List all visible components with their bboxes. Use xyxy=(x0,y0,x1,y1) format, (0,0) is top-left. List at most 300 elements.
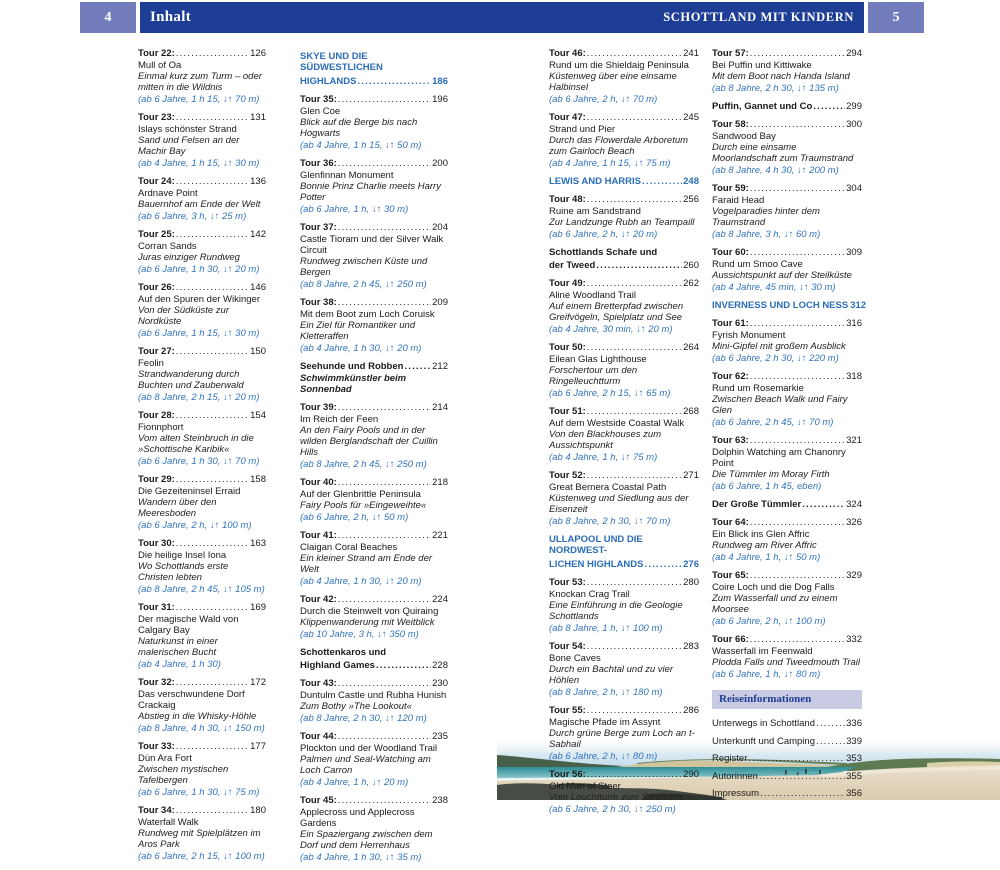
tour xyxy=(138,48,266,59)
tour-description: Durch grüne Berge zum Loch an t-Sabhail xyxy=(549,728,695,750)
tour xyxy=(712,318,862,329)
tour-label: Tour 50: xyxy=(549,342,586,353)
tour xyxy=(138,229,266,240)
tour-page: 131 xyxy=(250,112,266,123)
tour xyxy=(138,538,266,549)
subsection-heading xyxy=(712,101,862,112)
tour-page: 209 xyxy=(432,297,448,308)
contents-title: Inhalt xyxy=(150,9,191,25)
tour-label: Tour 40: xyxy=(300,477,337,488)
dotted-leader xyxy=(338,158,431,169)
section-heading xyxy=(300,51,448,87)
tour-title: Eilean Glas Lighthouse xyxy=(549,354,647,365)
tour-label: Tour 29: xyxy=(138,474,175,485)
dotted-leader xyxy=(338,795,431,806)
tour-title: Knockan Crag Trail xyxy=(549,589,630,600)
tour-label: Tour 44: xyxy=(300,731,337,742)
tour xyxy=(138,677,266,688)
tour-entry xyxy=(300,530,448,587)
dotted-leader xyxy=(816,736,845,747)
toc-line xyxy=(712,771,862,782)
tour xyxy=(300,158,448,169)
dotted-leader xyxy=(176,229,249,240)
tour-description: Küstenweg und Siedlung aus der Eisenzeit xyxy=(549,493,689,515)
tour-title: Fionnphort xyxy=(138,422,184,433)
tour-entry xyxy=(549,406,699,463)
tour-page: 268 xyxy=(683,406,699,417)
subsection-heading xyxy=(300,647,448,671)
tour-description: Zwischen mystischen Tafelbergen xyxy=(138,764,229,786)
tour-entry xyxy=(300,297,448,354)
dotted-leader xyxy=(750,570,845,581)
tour-page: 200 xyxy=(432,158,448,169)
tour-title: Bei Puffin und Kittiwake xyxy=(712,60,812,71)
subsection-heading xyxy=(712,499,862,510)
section-heading-page: 186 xyxy=(432,76,448,87)
toc-line-page: 339 xyxy=(846,735,862,747)
tour-label: Tour 63: xyxy=(712,435,749,446)
section-heading xyxy=(712,300,867,311)
tour-info: (ab 6 Jahre, 1 h 30, ↓↑ 20 m) xyxy=(138,264,260,275)
tour-title: Claigan Coral Beaches xyxy=(300,542,398,553)
tour-info: (ab 4 Jahre, 1 h 30, ↓↑ 20 m) xyxy=(300,576,422,587)
tour xyxy=(138,176,266,187)
tour-page: 318 xyxy=(846,371,862,382)
tour-page: 142 xyxy=(250,229,266,240)
tour-page: 196 xyxy=(432,94,448,105)
tour-info: (ab 4 Jahre, 45 min, ↓↑ 30 m) xyxy=(712,282,836,293)
tour-entry xyxy=(138,602,266,670)
tour-title: Rund um Rosemarkie xyxy=(712,383,804,394)
dotted-leader xyxy=(587,470,682,481)
toc-line-label: Register xyxy=(712,753,748,764)
tour-title: Auf den Spuren der Wikinger xyxy=(138,294,260,305)
tour-entry xyxy=(138,410,266,467)
tour-entry xyxy=(712,183,862,240)
tour-title: Strand und Pier xyxy=(549,124,616,135)
tour xyxy=(138,602,266,613)
tour-label: Tour 64: xyxy=(712,517,749,528)
section-heading-page: 312 xyxy=(850,300,867,311)
tour-info: (ab 6 Jahre, 1 h 30, ↓↑ 75 m) xyxy=(138,787,260,798)
subsection-heading xyxy=(549,260,699,271)
subsection-heading-line: Schottlands Schafe und xyxy=(549,247,658,258)
tour-entry xyxy=(300,477,448,523)
dotted-leader xyxy=(587,641,682,652)
tour-description: Von den Blackhouses zum Aussichtspunkt xyxy=(549,429,662,451)
subsection-heading-label: Highland Games xyxy=(300,660,375,671)
tour-info: (ab 8 Jahre, 2 h 45, ↓↑ 250 m) xyxy=(300,279,427,290)
tour-page: 264 xyxy=(683,342,699,353)
tour-entry xyxy=(300,731,448,788)
tour-label: Tour 22: xyxy=(138,48,175,59)
tour-title: Old Man of Stoer xyxy=(549,781,621,792)
dotted-leader xyxy=(338,477,431,488)
tour-info: (ab 6 Jahre, 2 h, ↓↑ 100 m) xyxy=(138,520,252,531)
subsection-heading-page: 324 xyxy=(846,499,862,510)
subsection-heading-page: 228 xyxy=(432,660,448,671)
dotted-leader xyxy=(596,260,682,271)
tour-label: Tour 59: xyxy=(712,183,749,194)
tour-description: Von der Südküste zur Nordküste xyxy=(138,305,230,327)
tour-title: Im Reich der Feen xyxy=(300,414,379,425)
tour-description: Bauernhof am Ende der Welt xyxy=(138,199,261,210)
tour-description: Durch eine einsame Moorlandschaft zum Traumstrand xyxy=(712,142,854,164)
dotted-leader xyxy=(176,677,249,688)
tour-entry xyxy=(549,48,699,105)
tour-title: Der magische Wald von Calgary Bay xyxy=(138,614,239,636)
tour-label: Tour 51: xyxy=(549,406,586,417)
tour-entry xyxy=(712,371,862,428)
subsection-heading-label: Der Große Tümmler xyxy=(712,499,802,510)
dotted-leader xyxy=(750,119,845,130)
tour xyxy=(138,112,266,123)
dotted-leader xyxy=(176,474,249,485)
tour-title: Fyrish Monument xyxy=(712,330,786,341)
tour-title: Coire Loch und die Dog Falls xyxy=(712,582,835,593)
tour xyxy=(712,48,862,59)
tour-title: Das verschwundene Dorf Crackaig xyxy=(138,689,245,711)
tour-info: (ab 4 Jahre, 1 h 15, ↓↑ 75 m) xyxy=(549,158,671,169)
section-heading-line: ULLAPOOL UND DIE NORDWEST- xyxy=(549,534,643,556)
tour-entry xyxy=(138,538,266,595)
tour xyxy=(549,769,699,780)
tour-entry xyxy=(138,741,266,798)
tour-entry xyxy=(549,641,699,698)
page-header xyxy=(0,2,1000,33)
tour xyxy=(712,634,862,645)
tour-description: Abstieg in die Whisky-Höhle xyxy=(138,711,257,722)
tour xyxy=(300,297,448,308)
tour-entry xyxy=(300,222,448,290)
tour xyxy=(712,119,862,130)
tour-info: (ab 6 Jahre, 2 h, ↓↑ 70 m) xyxy=(549,94,658,105)
tour-description: Küstenweg über eine einsame Halbinsel xyxy=(549,71,677,93)
dotted-leader xyxy=(750,517,845,528)
dotted-leader xyxy=(338,222,431,233)
tour-label: Tour 39: xyxy=(300,402,337,413)
tour xyxy=(549,48,699,59)
toc-column-1 xyxy=(138,48,266,869)
tour-entry xyxy=(138,176,266,222)
tour-description: Durch das Flowerdale Arboretum zum Gairloch Beach xyxy=(549,135,689,157)
tour-label: Tour 32: xyxy=(138,677,175,688)
tour-entry xyxy=(300,594,448,640)
tour-title: Auf der Glenbrittle Peninsula xyxy=(300,489,421,500)
tour-page: 290 xyxy=(683,769,699,780)
tour-page: 158 xyxy=(250,474,266,485)
tour-label: Tour 47: xyxy=(549,112,586,123)
tour xyxy=(712,517,862,528)
tour-entry xyxy=(549,278,699,335)
tour-title: Applecross und Applecross Gardens xyxy=(300,807,415,829)
tour-label: Tour 57: xyxy=(712,48,749,59)
tour-description: Naturkunst in einer malerischen Bucht xyxy=(138,636,218,658)
toc-line xyxy=(712,753,862,764)
toc-column-4 xyxy=(712,48,867,806)
tour-label: Tour 36: xyxy=(300,158,337,169)
dotted-leader xyxy=(176,48,249,59)
tour-label: Tour 55: xyxy=(549,705,586,716)
tour-label: Tour 38: xyxy=(300,297,337,308)
tour-page: 235 xyxy=(432,731,448,742)
tour-description: Palmen und Seal-Watching am Loch Carron xyxy=(300,754,431,776)
toc-line xyxy=(712,718,862,729)
tour-entry xyxy=(712,570,862,627)
tour-entry xyxy=(712,318,862,364)
subsection-heading-page: 299 xyxy=(846,101,862,112)
dotted-leader xyxy=(338,594,431,605)
tour-description: Wo Schottlands erste Christen lebten xyxy=(138,561,229,583)
tour-label: Tour 49: xyxy=(549,278,586,289)
tour-label: Tour 48: xyxy=(549,194,586,205)
tour-page: 136 xyxy=(250,176,266,187)
tour-label: Tour 45: xyxy=(300,795,337,806)
tour-page: 154 xyxy=(250,410,266,421)
tour-page: 221 xyxy=(432,530,448,541)
tour-info: (ab 4 Jahre, 1 h 15, ↓↑ 30 m) xyxy=(138,158,260,169)
tour-description: Zum Wasserfall und zu einem Moorsee xyxy=(712,593,838,615)
tour-label: Tour 24: xyxy=(138,176,175,187)
tour-label: Tour 26: xyxy=(138,282,175,293)
tour xyxy=(549,641,699,652)
tour-info: (ab 4 Jahre, 1 h 15, ↓↑ 50 m) xyxy=(300,140,422,151)
tour-page: 180 xyxy=(250,805,266,816)
subsection-heading-label: Puffin, Gannet und Co xyxy=(712,101,813,112)
tour-entry xyxy=(138,346,266,403)
tour-page: 126 xyxy=(250,48,266,59)
tour-description: Rundweg am River Affric xyxy=(712,540,817,551)
tour-description: Fairy Pools für »Eingeweihte« xyxy=(300,500,427,511)
tour-entry xyxy=(549,577,699,634)
tour-info: (ab 8 Jahre, 2 h 45, ↓↑ 105 m) xyxy=(138,584,265,595)
tour-description: Vom Leuchtturm zum Steinturm xyxy=(549,792,683,803)
tour-info: (ab 4 Jahre, 1 h 30, ↓↑ 35 m) xyxy=(300,852,422,863)
tour-label: Tour 60: xyxy=(712,247,749,258)
dotted-leader xyxy=(759,771,845,782)
toc-line-label: Unterwegs in Schottland xyxy=(712,718,815,729)
tour-page: 321 xyxy=(846,435,862,446)
section-heading-label: LICHEN HIGHLANDS xyxy=(549,559,644,570)
toc-line-label: Unterkunft und Camping xyxy=(712,735,815,747)
dotted-leader xyxy=(587,406,682,417)
tour-page: 214 xyxy=(432,402,448,413)
tour-info: (ab 6 Jahre, 2 h, ↓↑ 100 m) xyxy=(712,616,826,627)
section-heading xyxy=(549,176,699,187)
book-title: SCHOTTLAND MIT KINDERN xyxy=(663,10,854,24)
tour-title: Ruine am Sandstrand xyxy=(549,206,641,217)
dotted-leader xyxy=(176,602,249,613)
dotted-leader xyxy=(587,194,682,205)
subsection-heading xyxy=(300,660,448,671)
tour-info: (ab 8 Jahre, 2 h 30, ↓↑ 120 m) xyxy=(300,713,427,724)
subsection-heading xyxy=(712,101,862,112)
tour xyxy=(300,594,448,605)
dotted-leader xyxy=(338,731,431,742)
tour-info: (ab 6 Jahre, 1 h 15, ↓↑ 30 m) xyxy=(138,328,260,339)
tour-description: Blick auf die Berge bis nach Hogwarts xyxy=(300,117,418,139)
dotted-leader xyxy=(750,435,845,446)
subsection-heading-page: 212 xyxy=(432,361,448,372)
dotted-leader xyxy=(338,402,431,413)
tour-description: Sand und Felsen an der Machir Bay xyxy=(138,135,240,157)
dotted-leader xyxy=(176,176,249,187)
dotted-leader xyxy=(802,499,845,510)
tour xyxy=(300,222,448,233)
tour-description: Wandern über den Meeresboden xyxy=(138,497,217,519)
tour-page: 177 xyxy=(250,741,266,752)
tour-entry xyxy=(549,470,699,527)
dotted-leader xyxy=(176,112,249,123)
tour-label: Tour 66: xyxy=(712,634,749,645)
tour-info: (ab 6 Jahre, 2 h, ↓↑ 50 m) xyxy=(300,512,409,523)
tour-title: Castle Tioram und der Silver Walk Circuit xyxy=(300,234,444,256)
tour-entry xyxy=(712,435,862,492)
tour-label: Tour 35: xyxy=(300,94,337,105)
dotted-leader xyxy=(750,318,845,329)
tour-description: Mit dem Boot nach Handa Island xyxy=(712,71,850,82)
dotted-leader xyxy=(748,753,845,764)
tour-label: Tour 61: xyxy=(712,318,749,329)
subsection-description: Schwimmkünstler beim Sonnenbad xyxy=(300,373,407,395)
tour-title: Waterfall Walk xyxy=(138,817,199,828)
tour-entry xyxy=(549,705,699,762)
tour-info: (ab 10 Jahre, 3 h, ↓↑ 350 m) xyxy=(300,629,419,640)
toc-column-2 xyxy=(300,48,448,870)
tour-entry xyxy=(549,342,699,399)
dotted-leader xyxy=(376,660,431,671)
dotted-leader xyxy=(176,741,249,752)
dotted-leader xyxy=(642,176,682,187)
tour-entry xyxy=(712,119,862,176)
subsection-heading xyxy=(549,247,699,271)
dotted-leader xyxy=(750,634,845,645)
tour-title: Ein Blick ins Glen Affric xyxy=(712,529,810,540)
tour-label: Tour 33: xyxy=(138,741,175,752)
tour-info: (ab 6 Jahre, 1 h 45, eben) xyxy=(712,481,822,492)
tour-entry xyxy=(712,634,862,680)
tour-title: Corran Sands xyxy=(138,241,197,252)
section-heading xyxy=(712,300,867,311)
tour-info: (ab 4 Jahre, 1 h 30) xyxy=(138,659,221,670)
tour xyxy=(300,94,448,105)
tour xyxy=(549,705,699,716)
tour-label: Tour 30: xyxy=(138,538,175,549)
tour-title: Wasserfall im Feenwald xyxy=(712,646,813,657)
tour-page: 283 xyxy=(683,641,699,652)
subsection-heading-line: Schottenkaros und xyxy=(300,647,387,658)
tour xyxy=(138,346,266,357)
section-heading xyxy=(300,76,448,87)
tour-page: 218 xyxy=(432,477,448,488)
tour-info: (ab 6 Jahre, 2 h 15, ↓↑ 65 m) xyxy=(549,388,671,399)
tour xyxy=(300,678,448,689)
tour-title: Mull of Oa xyxy=(138,60,182,71)
tour-entry xyxy=(549,769,699,815)
tour-entry xyxy=(138,229,266,275)
dotted-leader xyxy=(816,718,845,729)
tour xyxy=(138,741,266,752)
tour-title: Mit dem Boot zum Loch Coruisk xyxy=(300,309,435,320)
tour-description: Vogelparadies hinter dem Traumstrand xyxy=(712,206,820,228)
tour-entry xyxy=(712,48,862,94)
tour-title: Faraid Head xyxy=(712,195,765,206)
tour-info: (ab 8 Jahre, 3 h, ↓↑ 60 m) xyxy=(712,229,821,240)
section-heading xyxy=(549,559,699,570)
toc-line-label: Impressum xyxy=(712,788,759,799)
tour-description: Durch ein Bachtal und zu vier Höhlen xyxy=(549,664,674,686)
tour-info: (ab 6 Jahre, 1 h, ↓↑ 80 m) xyxy=(712,669,821,680)
tour-page: 150 xyxy=(250,346,266,357)
tour xyxy=(549,194,699,205)
tour-entry xyxy=(138,474,266,531)
dotted-leader xyxy=(338,297,431,308)
section-heading-label: INVERNESS UND LOCH NESS xyxy=(712,300,849,311)
tour-info: (ab 8 Jahre, 4 h 30, ↓↑ 150 m) xyxy=(138,723,265,734)
tour-info: (ab 8 Jahre, 4 h 30, ↓↑ 200 m) xyxy=(712,165,839,176)
tour-info: (ab 6 Jahre, 2 h 30, ↓↑ 250 m) xyxy=(549,804,676,815)
tour-entry xyxy=(549,194,699,240)
tour-title: Aline Woodland Trail xyxy=(549,290,636,301)
tour-info: (ab 4 Jahre, 30 min, ↓↑ 20 m) xyxy=(549,324,673,335)
tour-label: Tour 43: xyxy=(300,678,337,689)
tour-page: 238 xyxy=(432,795,448,806)
tour-label: Tour 53: xyxy=(549,577,586,588)
dotted-leader xyxy=(587,577,682,588)
tour-title: Ardnave Point xyxy=(138,188,198,199)
tour-info: (ab 6 Jahre, 2 h 45, ↓↑ 70 m) xyxy=(712,417,834,428)
tour-description: Klippenwanderung mit Weitblick xyxy=(300,617,435,628)
tour xyxy=(549,112,699,123)
tour xyxy=(300,731,448,742)
tour-label: Tour 54: xyxy=(549,641,586,652)
tour-description: Eine Einführung in die Geologie Schottlands xyxy=(549,600,683,622)
tour-description: Auf einem Bretterpfad zwischen Greifvögeln, Spielplatz und See xyxy=(549,301,684,323)
tour xyxy=(549,278,699,289)
dotted-leader xyxy=(750,183,845,194)
tour-title: Rund um die Shieldaig Peninsula xyxy=(549,60,689,71)
tour-page: 224 xyxy=(432,594,448,605)
tour-title: Durch die Steinwelt von Quiraing xyxy=(300,606,439,617)
toc-line-page: 336 xyxy=(846,718,862,729)
tour-description: Die Tümmler im Moray Firth xyxy=(712,469,830,480)
tour-title: Plockton und der Woodland Trail xyxy=(300,743,438,754)
tour-entry xyxy=(300,795,448,863)
dotted-leader xyxy=(404,361,431,372)
tour-label: Tour 42: xyxy=(300,594,337,605)
tour-entry xyxy=(138,282,266,339)
tour xyxy=(712,435,862,446)
tour-page: 300 xyxy=(846,119,862,130)
tour-title: Glen Coe xyxy=(300,106,341,117)
toc-line-page: 355 xyxy=(846,770,862,782)
toc-column-3 xyxy=(549,48,699,822)
tour-label: Tour 28: xyxy=(138,410,175,421)
tour-title: Bone Caves xyxy=(549,653,601,664)
tour-entry xyxy=(300,158,448,215)
tour-title: Dùn Ara Fort xyxy=(138,753,192,764)
toc-line xyxy=(712,788,862,799)
toc-line-label: Autorinnen xyxy=(712,770,758,782)
toc-line xyxy=(712,736,862,747)
tour-info: (ab 6 Jahre, 1 h 30, ↓↑ 70 m) xyxy=(138,456,260,467)
subsection-heading xyxy=(300,361,448,372)
section-heading xyxy=(549,534,699,570)
dotted-leader xyxy=(760,788,845,799)
tour xyxy=(549,342,699,353)
tour-description: Vom alten Steinbruch in die »Schottische Karibik« xyxy=(138,433,254,455)
tour-info: (ab 6 Jahre, 2 h, ↓↑ 20 m) xyxy=(549,229,658,240)
